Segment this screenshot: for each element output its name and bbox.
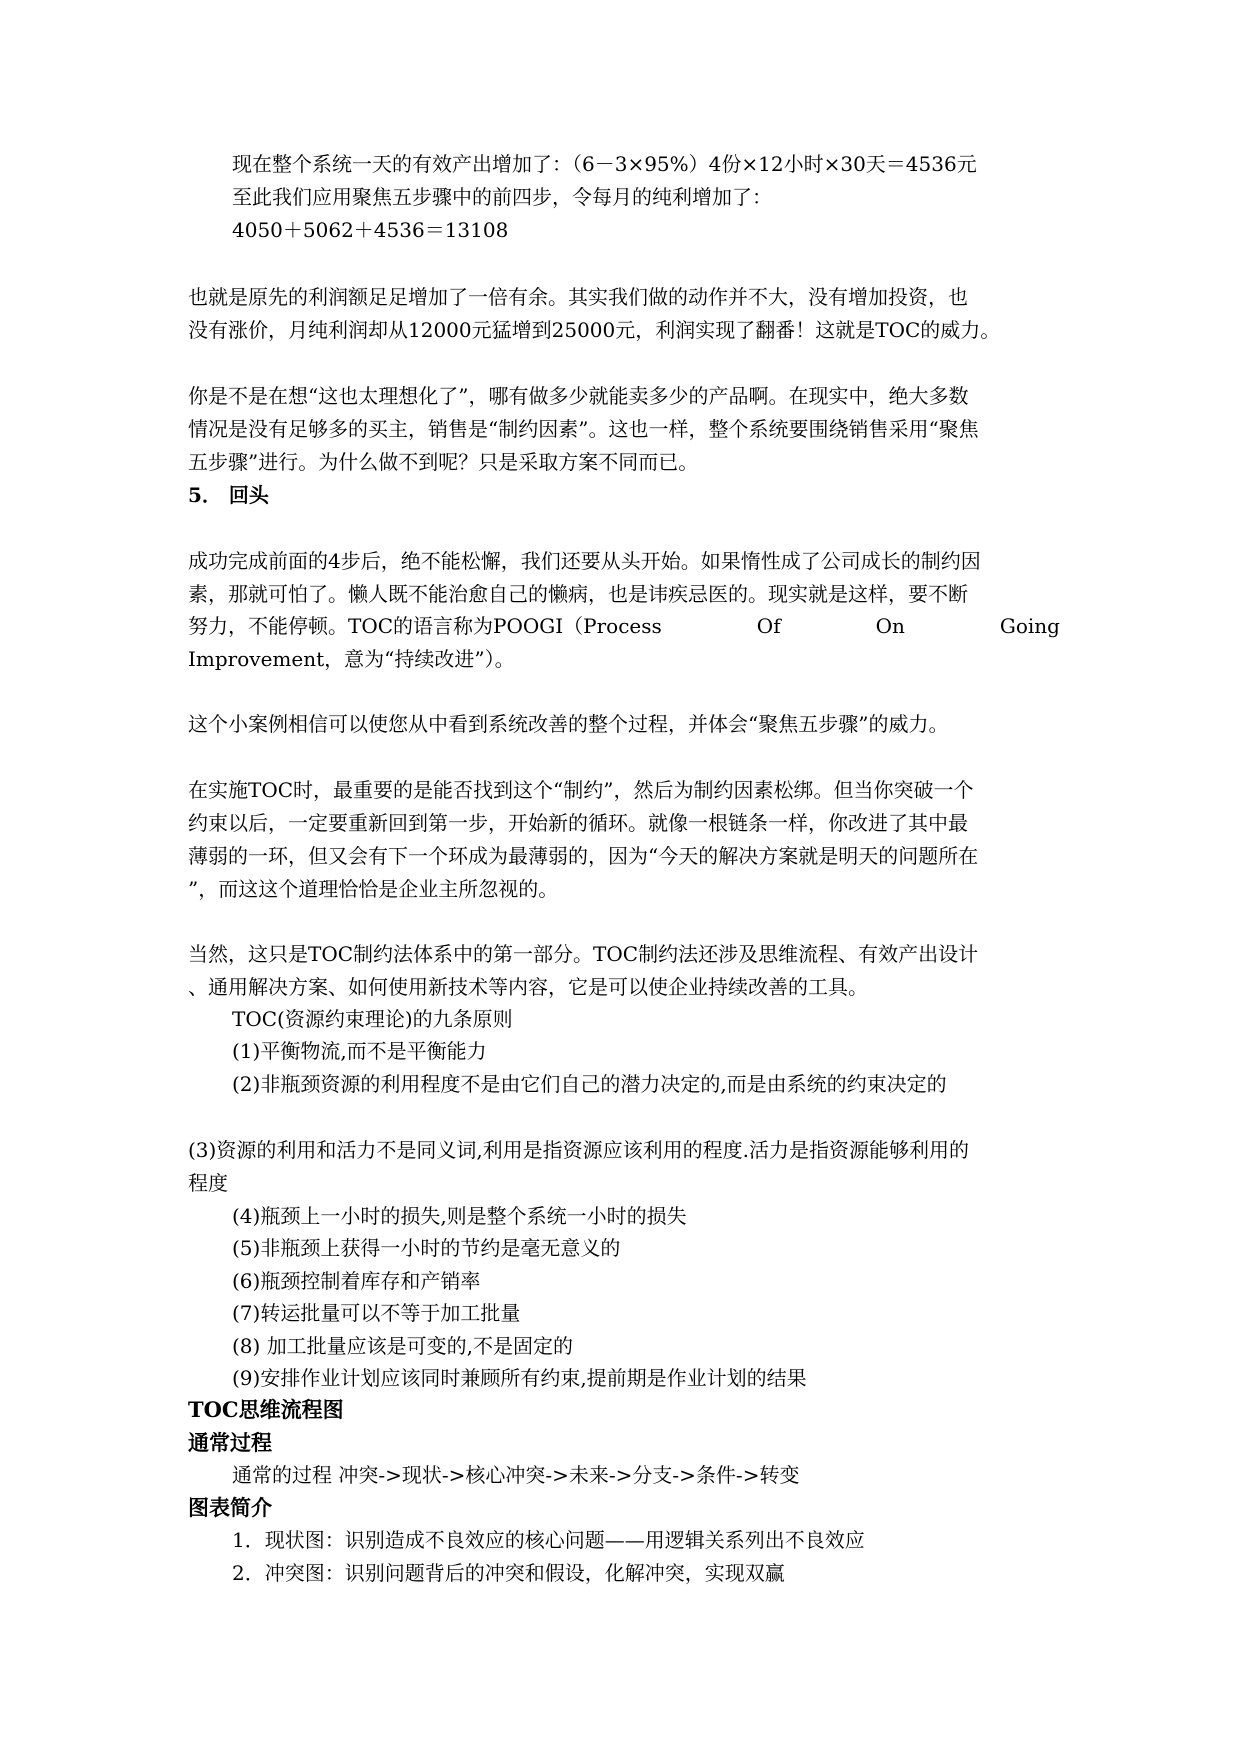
principle-item: (5)非瓶颈上获得一小时的节约是毫无意义的 xyxy=(232,1236,621,1260)
text-line: 这个小案例相信可以使您从中看到系统改善的整个过程，并体会“聚焦五步骤”的威力。 xyxy=(188,712,949,736)
section-heading: TOC思维流程图 xyxy=(188,1397,344,1422)
text-segment: Going xyxy=(999,614,1060,638)
principles-heading: TOC(资源约束理论)的九条原则 xyxy=(232,1007,513,1031)
text-line: 五步骤”进行。为什么做不到呢？只是采取方案不同而已。 xyxy=(188,450,699,474)
text-line: 素，那就可怕了。懒人既不能治愈自己的懒病，也是讳疾忌医的。现实就是这样，要不断 xyxy=(188,582,968,606)
section-heading: 通常过程 xyxy=(188,1430,272,1455)
principle-item: (3)资源的利用和活力不是同义词,利用是指资源应该利用的程度.活力是指资源能够利用的 xyxy=(188,1138,970,1162)
text-line: 薄弱的一环，但又会有下一个环成为最薄弱的，因为“今天的解决方案就是明天的问题所在 xyxy=(188,844,979,868)
section-heading: 5． 回头 xyxy=(188,483,269,507)
text-segment: 努力，不能停顿。TOC的语言称为POOGI（Process xyxy=(188,614,662,638)
principle-item: (4)瓶颈上一小时的损失,则是整个系统一小时的损失 xyxy=(232,1204,687,1228)
text-line: Improvement，意为“持续改进”）。 xyxy=(188,647,515,671)
principle-item: (1)平衡物流,而不是平衡能力 xyxy=(232,1039,487,1063)
text-segment: On xyxy=(875,614,905,638)
text-line: 4050＋5062＋4536＝13108 xyxy=(232,218,509,242)
text-segment: Of xyxy=(756,614,781,638)
text-line: 通常的过程 冲突->现状->核心冲突->未来->分支->条件->转变 xyxy=(232,1463,800,1487)
text-line: 约束以后，一定要重新回到第一步，开始新的循环。就像一根链条一样，你改进了其中最 xyxy=(188,811,968,835)
text-line: 你是不是在想“这也太理想化了”，哪有做多少就能卖多少的产品啊。在现实中，绝大多数 xyxy=(188,384,969,408)
text-line: 至此我们应用聚焦五步骤中的前四步，令每月的纯利增加了： xyxy=(232,185,772,209)
principle-item: (8) 加工批量应该是可变的,不是固定的 xyxy=(232,1334,574,1358)
justified-text-line xyxy=(188,613,1060,639)
text-line: 在实施TOC时，最重要的是能否找到这个“制约”，然后为制约因素松绑。但当你突破一个 xyxy=(188,778,974,802)
text-line: 当然，这只是TOC制约法体系中的第一部分。TOC制约法还涉及思维流程、有效产出设计 xyxy=(188,942,979,966)
section-heading: 图表简介 xyxy=(188,1495,272,1520)
text-line: 、通用解决方案、如何使用新技术等内容，它是可以使企业持续改善的工具。 xyxy=(188,975,868,999)
principle-item: (6)瓶颈控制着库存和产销率 xyxy=(232,1269,481,1293)
text-line: 也就是原先的利润额足足增加了一倍有余。其实我们做的动作并不大，没有增加投资，也 xyxy=(188,285,968,309)
principle-item: (7)转运批量可以不等于加工批量 xyxy=(232,1301,521,1325)
list-item: 2．冲突图：识别问题背后的冲突和假设，化解冲突，实现双赢 xyxy=(232,1561,785,1585)
text-line: 成功完成前面的4步后，绝不能松懈，我们还要从头开始。如果惰性成了公司成长的制约因 xyxy=(188,549,981,573)
text-line: 没有涨价，月纯利润却从12000元猛增到25000元，利润实现了翻番！这就是TOC的威力。 xyxy=(188,318,1001,342)
principle-item: (2)非瓶颈资源的利用程度不是由它们自己的潜力决定的,而是由系统的约束决定的 xyxy=(232,1072,947,1096)
text-line: 程度 xyxy=(188,1171,228,1195)
text-line: 现在整个系统一天的有效产出增加了：（6－3×95%）4份×12小时×30天＝4536元 xyxy=(232,152,977,176)
principle-item: (9)安排作业计划应该同时兼顾所有约束,提前期是作业计划的结果 xyxy=(232,1366,807,1390)
text-line: ”，而这这个道理恰恰是企业主所忽视的。 xyxy=(188,877,559,901)
text-line: 情况是没有足够多的买主，销售是“制约因素”。这也一样，整个系统要围绕销售采用“聚焦 xyxy=(188,417,979,441)
list-item: 1．现状图：识别造成不良效应的核心问题——用逻辑关系列出不良效应 xyxy=(232,1528,865,1552)
